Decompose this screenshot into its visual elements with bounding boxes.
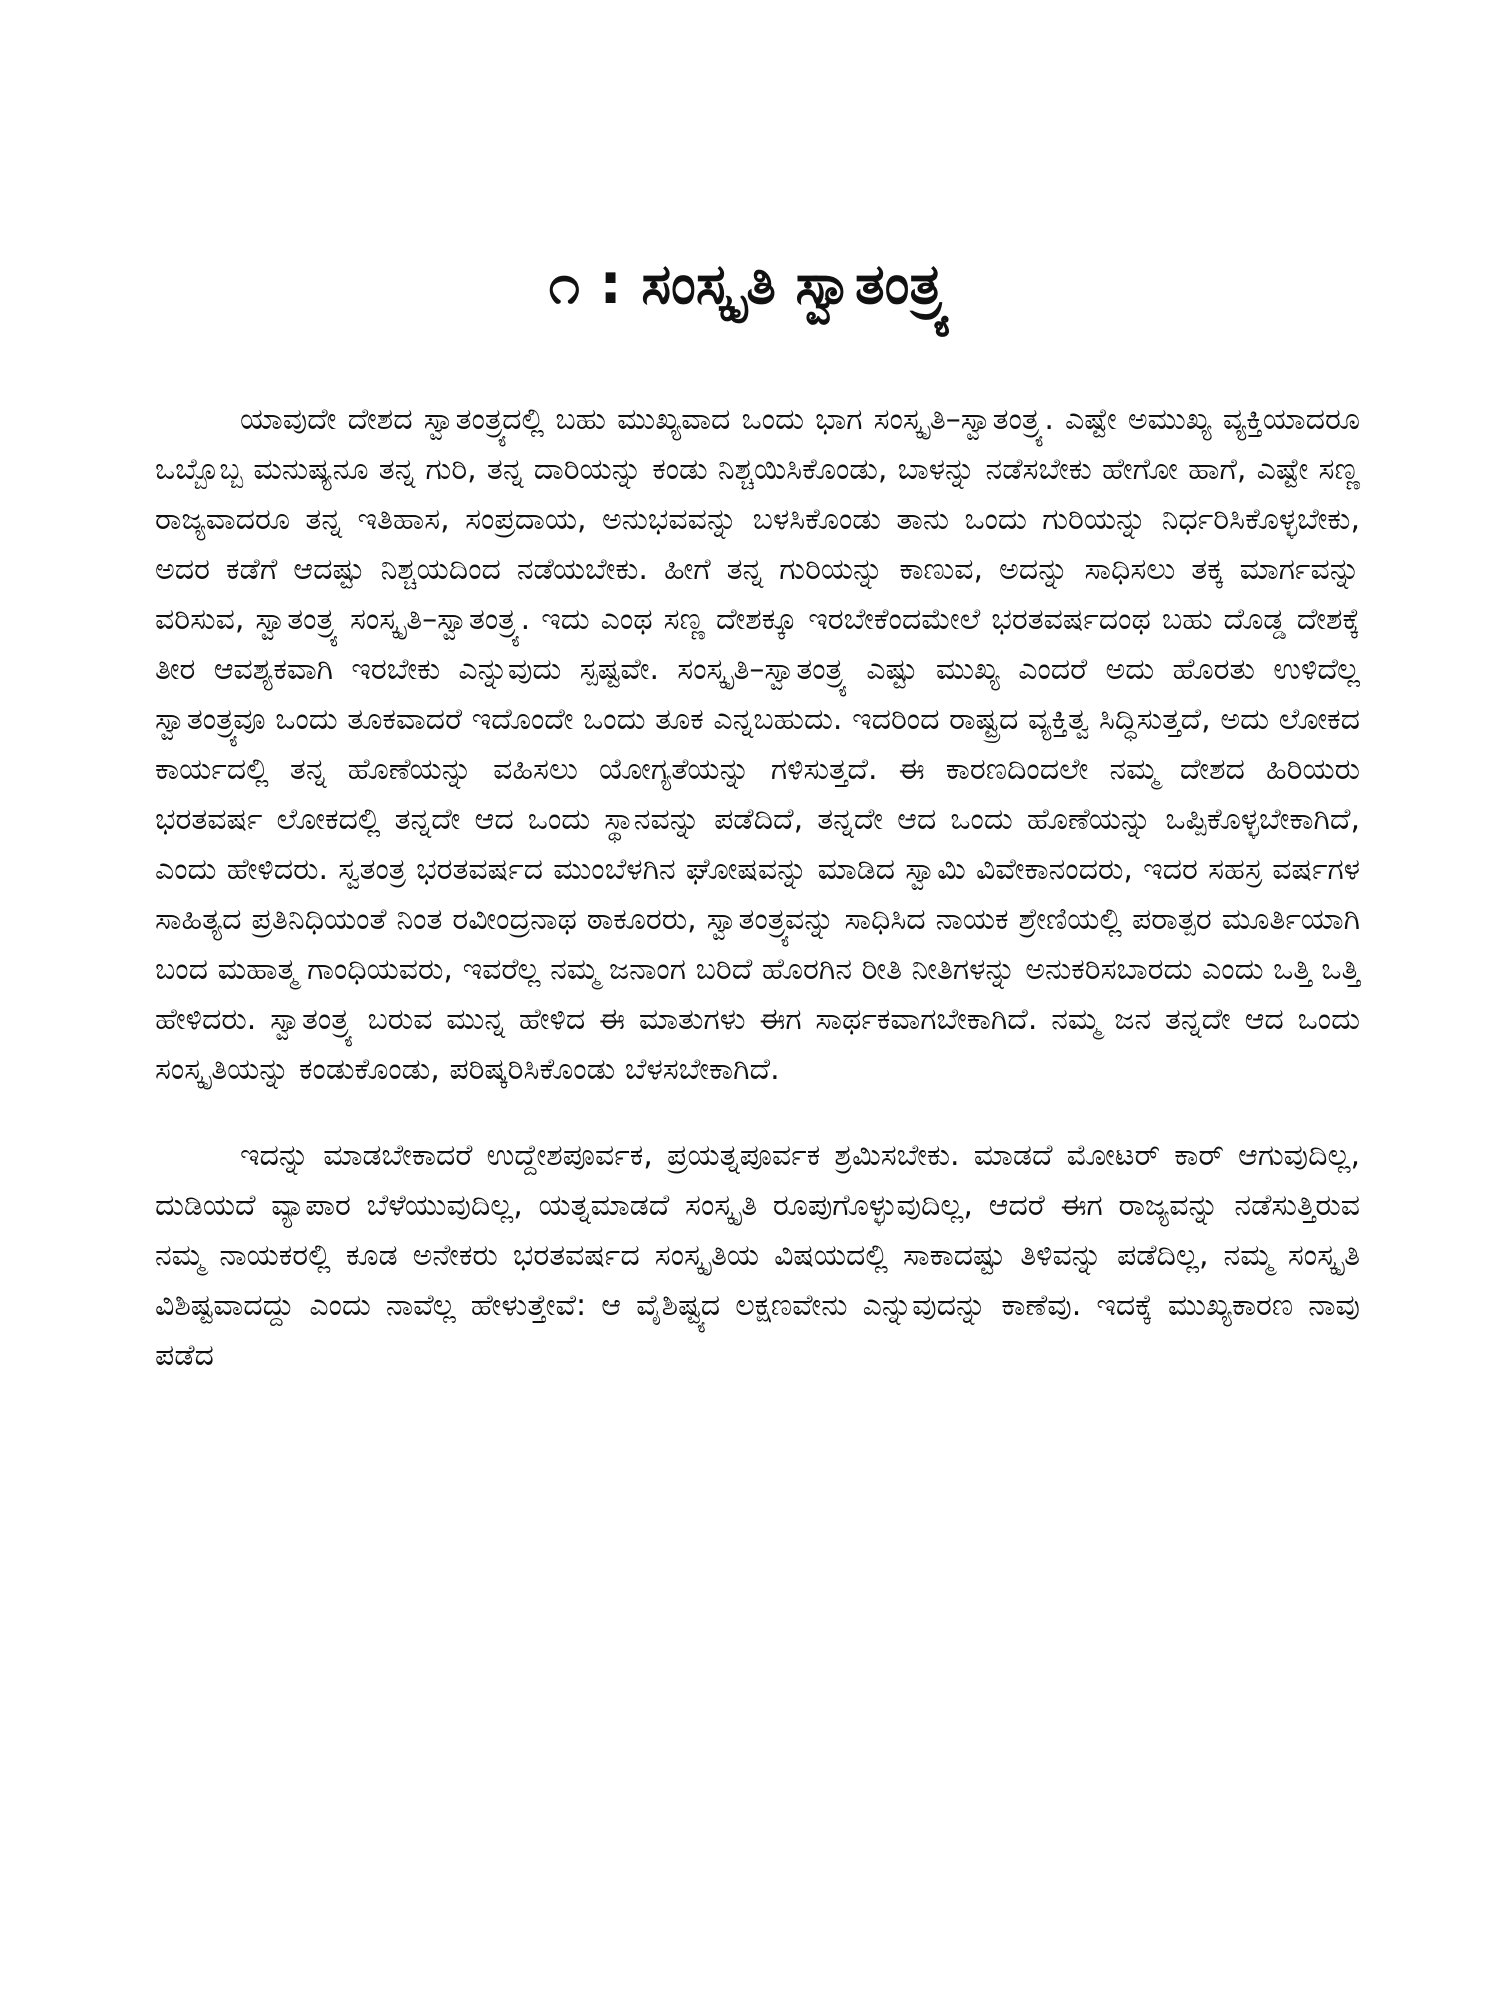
chapter-title: ೧ : ಸಂಸ್ಕೃತಿ ಸ್ವಾತಂತ್ರ್ಯ	[548, 252, 952, 317]
body-text	[155, 395, 1360, 1381]
paragraph-2: ಇದನ್ನು ಮಾಡಬೇಕಾದರೆ ಉದ್ದೇಶಪೂರ್ವಕ, ಪ್ರಯತ್ನಪೂರ್ವಕ ಶ್ರಮಿಸಬೇಕು. ಮಾಡದೆ ಮೋಟರ್ ಕಾರ್ ಆಗುವುದಿಲ್ಲ, ದುಡಿಯದೆ ವ್ಯಾಪಾರ ಬೆಳೆಯುವುದಿಲ್ಲ, ಯತ್ನಮಾಡದೆ ಸಂಸ್ಕೃತಿ ರೂಪುಗೊಳ್ಳುವುದಿಲ್ಲ, ಆದರೆ ಈಗ ರಾಜ್ಯವನ್ನು ನಡೆಸುತ್ತಿರುವ ನಮ್ಮ ನಾಯಕರಲ್ಲಿ ಕೂಡ ಅನೇಕರು ಭರತವರ್ಷದ ಸಂಸ್ಕೃತಿಯ ವಿಷಯದಲ್ಲಿ ಸಾಕಾದಷ್ಟು ತಿಳಿವನ್ನು ಪಡೆದಿಲ್ಲ, ನಮ್ಮ ಸಂಸ್ಕೃತಿ ವಿಶಿಷ್ಟವಾದದ್ದು ಎಂದು ನಾವೆಲ್ಲ ಹೇಳುತ್ತೇವೆ: ಆ ವೈಶಿಷ್ಟ್ಯದ ಲಕ್ಷಣವೇನು ಎನ್ನುವುದನ್ನು ಕಾಣೆವು. ಇದಕ್ಕೆ ಮುಖ್ಯಕಾರಣ ನಾವು ಪಡೆದ	[155, 1138, 1360, 1373]
paragraph-1: ಯಾವುದೇ ದೇಶದ ಸ್ವಾತಂತ್ರ್ಯದಲ್ಲಿ ಬಹು ಮುಖ್ಯವಾದ ಒಂದು ಭಾಗ ಸಂಸ್ಕೃತಿ–ಸ್ವಾತಂತ್ರ್ಯ. ಎಷ್ಟೇ ಅಮುಖ್ಯ ವ್ಯಕ್ತಿಯಾದರೂ ಒಬ್ಬೊಬ್ಬ ಮನುಷ್ಯನೂ ತನ್ನ ಗುರಿ, ತನ್ನ ದಾರಿಯನ್ನು ಕಂಡು ನಿಶ್ಚಯಿಸಿಕೊಂಡು, ಬಾಳನ್ನು ನಡೆಸಬೇಕು ಹೇಗೋ ಹಾಗೆ, ಎಷ್ಟೇ ಸಣ್ಣ ರಾಜ್ಯವಾದರೂ ತನ್ನ ಇತಿಹಾಸ, ಸಂಪ್ರದಾಯ, ಅನುಭವವನ್ನು ಬಳಸಿಕೊಂಡು ತಾನು ಒಂದು ಗುರಿಯನ್ನು ನಿರ್ಧರಿಸಿಕೊಳ್ಳಬೇಕು, ಅದರ ಕಡೆಗೆ ಆದಷ್ಟು ನಿಶ್ಚಯದಿಂದ ನಡೆಯಬೇಕು. ಹೀಗೆ ತನ್ನ ಗುರಿಯನ್ನು ಕಾಣುವ, ಅದನ್ನು ಸಾಧಿಸಲು ತಕ್ಕ ಮಾರ್ಗವನ್ನು ವರಿಸುವ, ಸ್ವಾತಂತ್ರ್ಯ ಸಂಸ್ಕೃತಿ–ಸ್ವಾತಂತ್ರ್ಯ. ಇದು ಎಂಥ ಸಣ್ಣ ದೇಶಕ್ಕೂ ಇರಬೇಕೆಂದಮೇಲೆ ಭರತವರ್ಷದಂಥ ಬಹು ದೊಡ್ಡ ದೇಶಕ್ಕೆ ತೀರ ಆವಶ್ಯಕವಾಗಿ ಇರಬೇಕು ಎನ್ನುವುದು ಸ್ಪಷ್ಟವೇ. ಸಂಸ್ಕೃತಿ–ಸ್ವಾತಂತ್ರ್ಯ ಎಷ್ಟು ಮುಖ್ಯ ಎಂದರೆ ಅದು ಹೊರತು ಉಳಿದೆಲ್ಲ ಸ್ವಾತಂತ್ರ್ಯವೂ ಒಂದು ತೂಕವಾದರೆ ಇದೊಂದೇ ಒಂದು ತೂಕ ಎನ್ನಬಹುದು. ಇದರಿಂದ ರಾಷ್ಟ್ರದ ವ್ಯಕ್ತಿತ್ವ ಸಿದ್ಧಿಸುತ್ತದೆ, ಅದು ಲೋಕದ ಕಾರ್ಯದಲ್ಲಿ ತನ್ನ ಹೊಣೆಯನ್ನು ವಹಿಸಲು ಯೋಗ್ಯತೆಯನ್ನು ಗಳಿಸುತ್ತದೆ. ಈ ಕಾರಣದಿಂದಲೇ ನಮ್ಮ ದೇಶದ ಹಿರಿಯರು ಭರತವರ್ಷ ಲೋಕದಲ್ಲಿ ತನ್ನದೇ ಆದ ಒಂದು ಸ್ಥಾನವನ್ನು ಪಡೆದಿದೆ, ತನ್ನದೇ ಆದ ಒಂದು ಹೊಣೆಯನ್ನು ಒಪ್ಪಿಕೊಳ್ಳಬೇಕಾಗಿದೆ, ಎಂದು ಹೇಳಿದರು. ಸ್ವತಂತ್ರ ಭರತವರ್ಷದ ಮುಂಬೆಳಗಿನ ಘೋಷವನ್ನು ಮಾಡಿದ ಸ್ವಾಮಿ ವಿವೇಕಾನಂದರು, ಇದರ ಸಹಸ್ರ ವರ್ಷಗಳ ಸಾಹಿತ್ಯದ ಪ್ರತಿನಿಧಿಯಂತೆ ನಿಂತ ರವೀಂದ್ರನಾಥ ಠಾಕೂರರು, ಸ್ವಾತಂತ್ರ್ಯವನ್ನು ಸಾಧಿಸಿದ ನಾಯಕ ಶ್ರೇಣಿಯಲ್ಲಿ ಪರಾತ್ಪರ ಮೂರ್ತಿಯಾಗಿ ಬಂದ ಮಹಾತ್ಮ ಗಾಂಧಿಯವರು, ಇವರೆಲ್ಲ ನಮ್ಮ ಜನಾಂಗ ಬರಿದೆ ಹೊರಗಿನ ರೀತಿ ನೀತಿಗಳನ್ನು ಅನುಕರಿಸಬಾರದು ಎಂದು ಒತ್ತಿ ಒತ್ತಿ ಹೇಳಿದರು. ಸ್ವಾತಂತ್ರ್ಯ ಬರುವ ಮುನ್ನ ಹೇಳಿದ ಈ ಮಾತುಗಳು ಈಗ ಸಾರ್ಥಕವಾಗಬೇಕಾಗಿದೆ. ನಮ್ಮ ಜನ ತನ್ನದೇ ಆದ ಒಂದು ಸಂಸ್ಕೃತಿಯನ್ನು ಕಂಡುಕೊಂಡು, ಪರಿಷ್ಕರಿಸಿಕೊಂಡು ಬೆಳಸಬೇಕಾಗಿದೆ.	[155, 402, 1360, 1087]
